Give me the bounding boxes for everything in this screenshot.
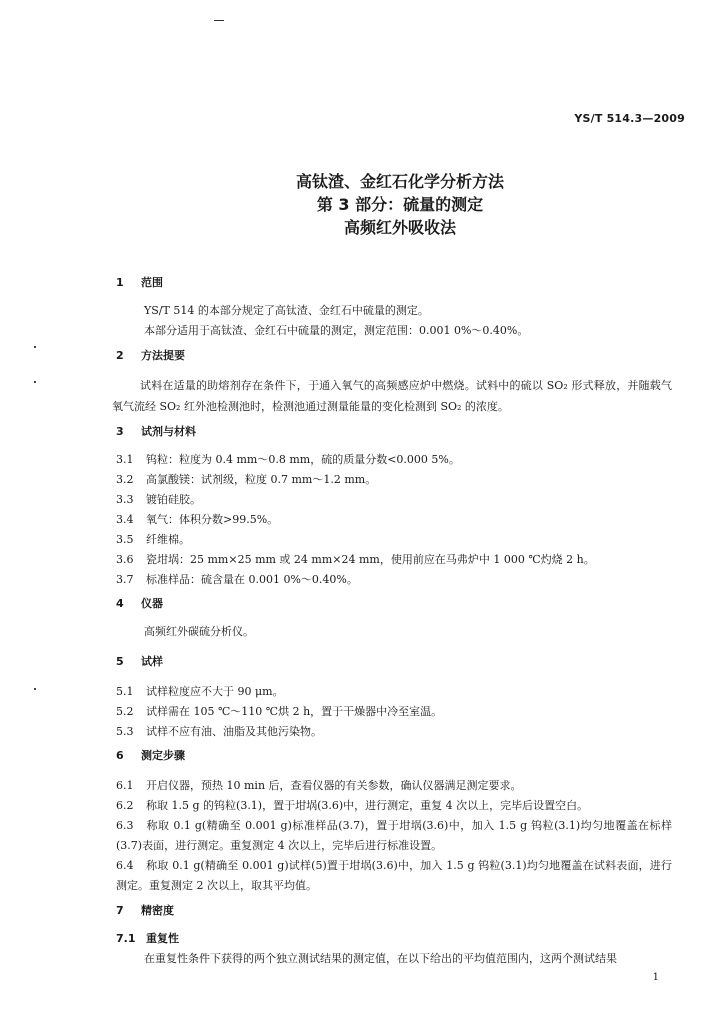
section-heading: 5 试样 [116, 655, 163, 668]
section-3 [116, 422, 672, 590]
section-6 [116, 746, 672, 896]
scan-dot [34, 381, 36, 383]
section-4 [116, 594, 672, 642]
document-title [0, 170, 721, 239]
section-heading: 3 试剂与材料 [116, 425, 196, 438]
paragraph: YS/T 514 的本部分规定了高钛渣、金红石中硫量的测定。 [144, 304, 429, 317]
paragraph: 本部分适用于高钛渣、金红石中硫量的测定，测定范围：0.001 0%～0.40%。 [144, 324, 529, 337]
section-heading: 4 仪器 [116, 597, 163, 610]
section-heading: 2 方法提要 [116, 349, 185, 362]
title-line-2: 第 3 部分：硫量的测定 [316, 195, 484, 214]
scan-dot [34, 346, 36, 348]
section-7 [116, 901, 672, 969]
title-line-1: 高钛渣、金红石化学分析方法 [295, 172, 504, 191]
list-item: 6.4 称取 0.1 g(精确至 0.001 g)试样(5)置于坩埚(3.6)中，加入 1.5 g 钨粒(3.1)均匀地覆盖在试料表面，进行测定。重复测定 2 次以上，取其平均值。 [116, 859, 672, 892]
section-heading: 1 范围 [116, 276, 163, 289]
section-heading: 6 测定步骤 [116, 749, 185, 762]
list-item: 3.7 标准样品：硫含量在 0.001 0%～0.40%。 [116, 573, 358, 586]
section-1 [116, 273, 672, 341]
list-item: 3.3 镀铂硅胶。 [116, 493, 201, 506]
scan-mark [214, 20, 224, 21]
list-item: 5.2 试样需在 105 ℃～110 ℃烘 2 h，置于干燥器中冷至室温。 [116, 705, 443, 718]
list-item: 3.6 瓷坩埚：25 mm×25 mm 或 24 mm×24 mm，使用前应在马弗炉中 1 000 ℃灼烧 2 h。 [116, 553, 595, 566]
standard-code: YS/T 514.3—2009 [574, 112, 685, 125]
paragraph: 在重复性条件下获得的两个独立测试结果的测定值，在以下给出的平均值范围内，这两个测试结果 [144, 952, 617, 965]
section-heading: 7 精密度 [116, 904, 174, 917]
title-line-3: 高频红外吸收法 [343, 218, 456, 237]
list-item: 3.1 钨粒：粒度为 0.4 mm～0.8 mm，硫的质量分数<0.000 5%。 [116, 453, 460, 466]
section-5 [116, 652, 672, 742]
list-item: 3.2 高氯酸镁：试剂级，粒度 0.7 mm～1.2 mm。 [116, 473, 377, 486]
list-item: 5.3 试样不应有油、油脂及其他污染物。 [116, 725, 322, 738]
section-2 [112, 346, 672, 417]
list-item: 6.2 称取 1.5 g 的钨粒(3.1)，置于坩埚(3.6)中，进行测定，重复 4 次以上，完毕后设置空白。 [116, 799, 589, 812]
list-item: 5.1 试样粒度应不大于 90 μm。 [116, 685, 284, 698]
paragraph: 试料在适量的助熔剂存在条件下，于通入氧气的高频感应炉中燃烧。试料中的硫以 SO₂ 形式释放，并随载气氧气流经 SO₂ 红外池检测池时，检测池通过测量能量的变化检测到 SO₂ 的浓度。 [112, 379, 672, 413]
subsection-heading: 7.1 重复性 [116, 932, 179, 945]
list-item: 3.5 纤维棉。 [116, 533, 190, 546]
scan-dot [34, 688, 36, 690]
paragraph: 高频红外碳硫分析仪。 [144, 625, 254, 638]
page-number: 1 [652, 972, 659, 983]
list-item: 6.1 开启仪器，预热 10 min 后，查看仪器的有关参数，确认仪器满足测定要求。 [116, 779, 522, 792]
list-item: 3.4 氧气：体积分数>99.5%。 [116, 513, 279, 526]
list-item: 6.3 称取 0.1 g(精确至 0.001 g)标准样品(3.7)，置于坩埚(3.6)中，加入 1.5 g 钨粒(3.1)均匀地覆盖在标样(3.7)表面，进行测定。重复测定 4 次以上，完毕后进行标准设置。 [116, 819, 672, 852]
